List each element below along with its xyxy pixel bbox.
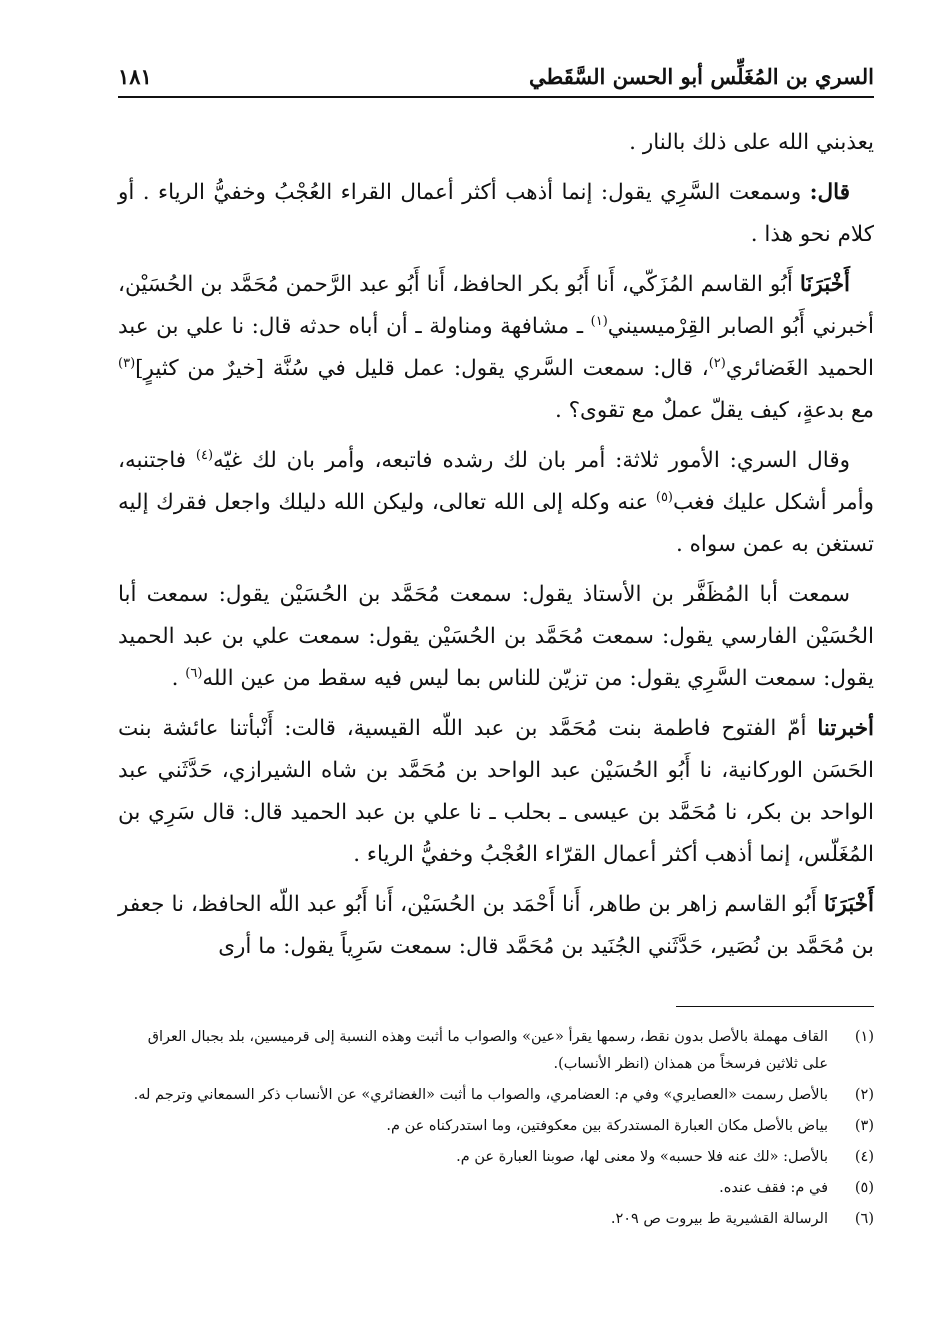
paragraph-text: . [171,666,186,691]
paragraph-6 [118,708,874,876]
main-text [118,122,874,976]
paragraph-2 [118,172,874,256]
page-number: ١٨١ [118,64,152,89]
footnote-ref: (١) [590,313,608,329]
footnote-ref: (٢) [708,355,726,371]
running-title: السري بن المُغَلِّس أبو الحسن السَّقَطي [529,64,874,89]
footnote-4 [118,1144,874,1171]
paragraph-7 [118,884,874,968]
paragraph-lead: أخبرتنا [817,716,874,741]
footnote-number: (٣) [854,1118,874,1134]
paragraph-4 [118,440,874,566]
paragraph-text: أَبُو القاسم المُزَكّي، أَنا أَبُو بكر الحافظ، أَنا أَبُو عبد الرَّحمن مُحَمَّد بن الحُسَيْن، أخبرني أَبُو الصابر القِرْميسيني [118,272,875,339]
paragraph-text: يعذبني الله على ذلك بالنار . [629,130,874,155]
footnote-text: الرسالة القشيرية ط بيروت ص ٢٠٩. [610,1211,828,1227]
paragraph-text: عنه وكله إلى الله تعالى، وليكن الله دليلك واجعل فقرك إليه تستغن به عمن سواه . [118,490,874,557]
footnote-text: بالأصل: «لك عنه فلا حسبه» ولا معنى لها، صوبنا العبارة عن م. [456,1149,828,1165]
paragraph-lead: قال: [809,180,850,205]
paragraph-text: مع بدعةٍ، كيف يقلّ عملٌ مع تقوى؟ . [554,398,874,423]
footnote-ref: (٣) [118,355,136,371]
footnote-ref: (٤) [195,447,214,463]
paragraph-text: أَبُو القاسم زاهر بن طاهر، أَنا أَحْمَد بن الحُسَيْن، أَنا أَبُو عبد اللّه الحافظ، نا جعفر بن مُحَمَّد بن نُصَير، حَدَّثَني الجُنَيد بن مُحَمَّد قال: سمعت سَرِياً يقول: ما أرى [118,892,874,959]
footnote-2 [118,1082,874,1109]
paragraph-text: ـ مشافهة ومناولة ـ أن أباه حدثه قال: نا علي بن عبد الحميد الغَضائري [118,314,874,381]
paragraph-lead: أَخْبَرَنَا [799,272,850,297]
paragraph-text: فاجتنبه، وأمر أشكل عليك فغب [118,448,874,515]
footnote-text: بالأصل رسمت «العصايري» وفي م: العضامري، والصواب ما أثبت «الغضائري» عن الأنساب ذكر السمعاني وترجم له. [133,1087,828,1103]
footnote-text: بياض بالأصل مكان العبارة المستدركة بين معكوفتين، وما استدركناه عن م. [386,1118,828,1134]
footnote-5 [118,1175,874,1202]
paragraph-text: وقال السري: الأمور ثلاثة: أمر بان لك رشده فاتبعه، وأمر بان لك غيّه [213,448,850,473]
paragraph-text: أمّ الفتوح فاطمة بنت مُحَمَّد بن عبد اللّه القيسية، قالت: أَنْبأتنا عائشة بنت الحَسَن الوركانية، نا أَبُو الحُسَيْن عبد الواحد بن مُحَمَّد بن شاه الشيرازي، حَدَّثَني عبد الواحد بن بكر، نا مُحَمَّد بن عيسى ـ بحلب ـ نا علي بن عبد الحميد قال: قال سَرِي بن المُغَلّس، إنما أذهب أكثر أعمال القرّاء العُجْبُ وخفيُّ الرياء . [118,716,874,867]
paragraph-3 [118,264,874,432]
footnote-1 [118,1024,874,1078]
paragraph-text: وسمعت السَّرِي يقول: إنما أذهب أكثر أعمال القراء العُجْبُ وخفيُّ الرياء . أو كلام نحو هذا . [118,180,874,247]
paragraph-text: ، قال: سمعت السَّري يقول: عمل قليل في سُنَّة [خيرٌ من كثيرٍ] [135,356,709,381]
paragraph-lead: أَخْبَرَنَا [823,892,874,917]
footnote-number: (٤) [854,1149,874,1165]
footnote-divider [676,1006,874,1007]
footnote-text: في م: فقف عنده. [719,1180,828,1196]
footnote-6 [118,1206,874,1233]
footnotes [118,1024,874,1237]
footnote-number: (٦) [854,1211,874,1227]
paragraph-1 [118,122,874,164]
paragraph-5 [118,574,874,700]
footnote-ref: (٥) [655,489,673,505]
footnote-ref: (٦) [185,665,203,681]
footnote-number: (١) [854,1029,874,1045]
footnote-3 [118,1113,874,1140]
page-header [118,58,874,98]
footnote-number: (٥) [854,1180,874,1196]
footnote-text: القاف مهملة بالأصل بدون نقط، رسمها يقرأ «عين» والصواب ما أثبت وهذه النسبة إلى قرميسين، بلد بجبال العراق على ثلاثين فرسخاً من همذان (انظر الأنساب). [147,1029,828,1072]
footnote-number: (٢) [854,1087,874,1103]
paragraph-text: سمعت أبا المُظَفَّر بن الأستاذ يقول: سمعت مُحَمَّد بن الحُسَيْن يقول: سمعت أبا الحُسَيْن الفارسي يقول: سمعت مُحَمَّد بن الحُسَيْن يقول: سمعت علي بن عبد الحميد يقول: سمعت السَّرِي يقول: من تزيّن للناس بما ليس فيه سقط من عين الله [118,582,874,691]
